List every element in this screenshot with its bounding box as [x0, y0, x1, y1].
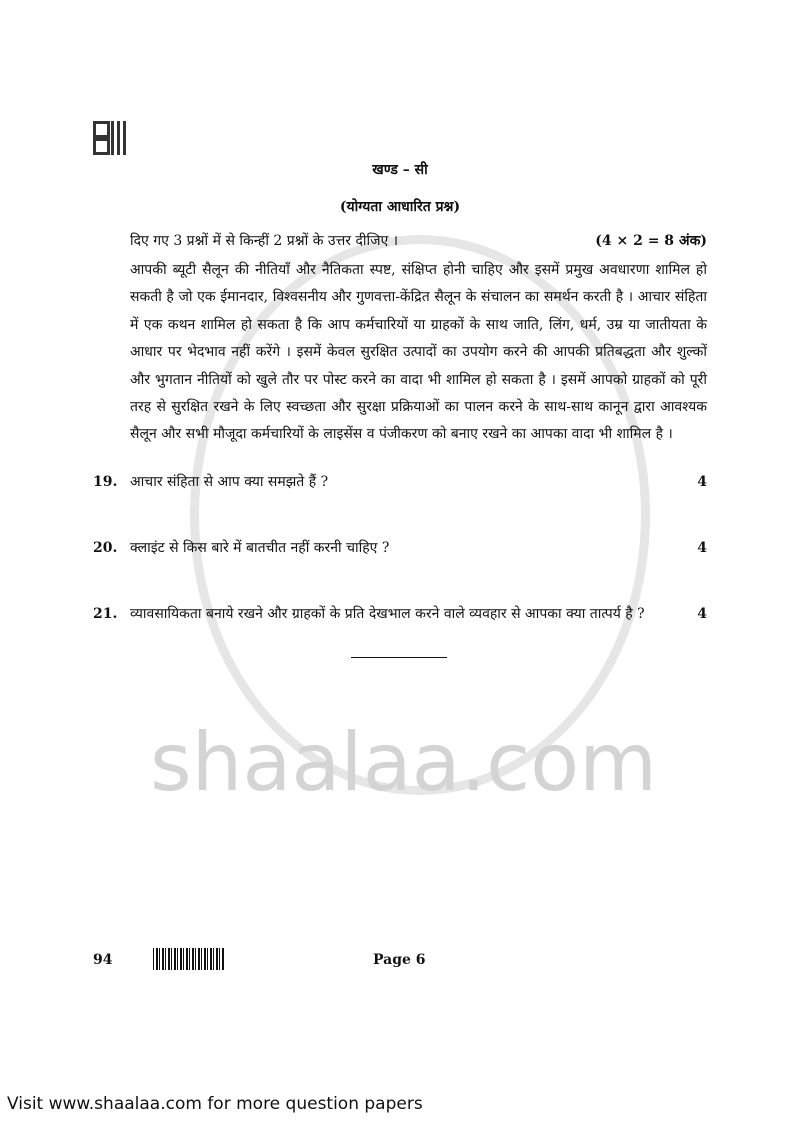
question-marks: 4 [697, 473, 707, 490]
question-text: क्लाइंट से किस बारे में बातचीत नहीं करनी चाहिए ? [130, 539, 390, 556]
question-number: 21. [93, 605, 118, 622]
watermark-text: shaalaa.com [150, 716, 657, 809]
question-row [93, 603, 707, 625]
passage: आपकी ब्यूटी सैलून की नीतियाँ और नैतिकता स्पष्ट, संक्षिप्त होनी चाहिए और इसमें प्रमुख अवधारणा शामिल हो सकती है जो एक ईमानदार, विश्वसनीय और गुणवत्ता-केंद्रित सैलून के संचालन का समर्थन करती है । आचार संहिता में एक कथन शामिल हो सकता है कि आप कर्मचारियों या ग्राहकों के साथ जाति, लिंग, धर्म, उम्र या जातीयता के आधार पर भेदभाव नहीं करेंगे । इसमें केवल सुरक्षित उत्पादों का उपयोग करने की आपकी प्रतिबद्धता और शुल्कों और भुगतान नीतियों को खुले तौर पर पोस्ट करने का वादा भी शामिल हो सकता है । इसमें आपको ग्राहकों को पूरी तरह से सुरक्षित रखने के लिए स्वच्छता और सुरक्षा प्रक्रियाओं का पालन करने के साथ-साथ कानून द्वारा आवश्यक सैलून और सभी मौजूदा कर्मचारियों के लाइसेंस व पंजीकरण को बनाए रखने का आपका वादा भी शामिल है । [130, 262, 707, 443]
marks-scheme: (4 × 2 = 8 अंक) [595, 233, 707, 249]
footer-link[interactable]: Visit www.shaalaa.com for more question papers [0, 1088, 800, 1131]
question-section [93, 158, 707, 658]
end-rule [351, 657, 447, 658]
question-number: 20. [93, 539, 118, 556]
barcode [153, 948, 225, 970]
page-code: 94 [93, 952, 113, 968]
question-marks: 4 [697, 539, 707, 556]
qr-code [93, 121, 127, 155]
question-row [93, 471, 707, 493]
section-subtitle: (योग्यता आधारित प्रश्न) [339, 199, 461, 215]
instruction: दिए गए 3 प्रश्नों में से किन्हीं 2 प्रश्नों के उत्तर दीजिए । [130, 233, 399, 249]
question-marks: 4 [697, 605, 707, 622]
page-number: Page 6 [373, 952, 426, 968]
question-text: व्यावसायिकता बनाये रखने और ग्राहकों के प्रति देखभाल करने वाले व्यवहार से आपका क्या तात्पर्य है ? [130, 605, 645, 622]
question-text: आचार संहिता से आप क्या समझते हैं ? [130, 473, 329, 490]
instruction-row [93, 229, 707, 253]
section-title: खण्ड – सी [372, 162, 428, 178]
question-number: 19. [93, 473, 118, 490]
question-row [93, 537, 707, 559]
